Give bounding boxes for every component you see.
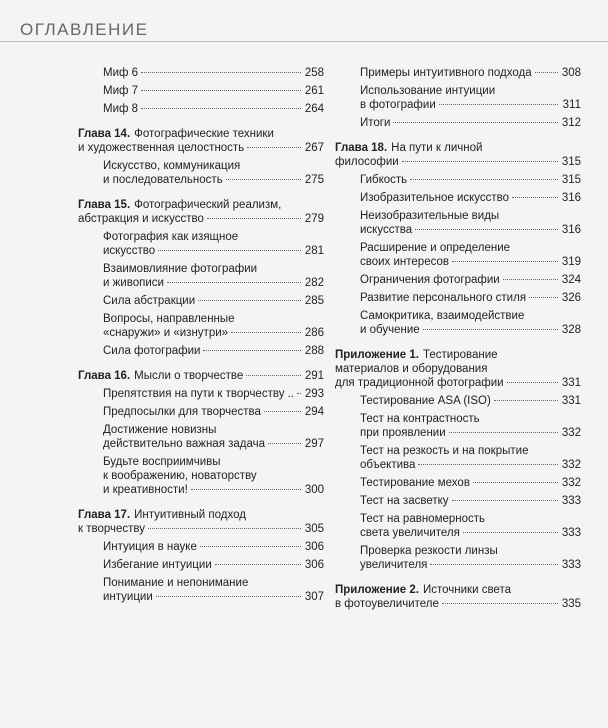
toc-subentry[interactable] bbox=[78, 262, 324, 290]
dot-leader bbox=[141, 108, 301, 109]
toc-entry-text: Взаимовлияние фотографии bbox=[103, 263, 258, 275]
chapter-label: Глава 17. bbox=[78, 509, 131, 521]
toc-entry-text: Вопросы, направленные bbox=[103, 313, 235, 325]
toc-chapter-entry[interactable] bbox=[335, 583, 581, 611]
page-number: 282 bbox=[304, 277, 324, 289]
page-number: 333 bbox=[561, 559, 581, 571]
toc-entry-line bbox=[103, 102, 324, 116]
toc-entry-line bbox=[103, 244, 324, 258]
toc-entry-line bbox=[103, 437, 324, 451]
toc-entry-line bbox=[103, 540, 324, 554]
toc-subentry[interactable] bbox=[78, 84, 324, 98]
toc-entry-line bbox=[360, 223, 581, 237]
toc-entry-text: философии bbox=[335, 156, 399, 168]
toc-subentry[interactable] bbox=[335, 494, 581, 508]
toc-entry-text: Миф 6 bbox=[103, 67, 139, 79]
page-number: 261 bbox=[304, 85, 324, 97]
toc-entry-line bbox=[360, 273, 581, 287]
toc-entry-line bbox=[103, 66, 324, 80]
toc-subentry[interactable] bbox=[335, 476, 581, 490]
toc-entry-text: Изобразительное искусство bbox=[360, 192, 510, 204]
dot-leader bbox=[507, 382, 558, 383]
toc-entry-text: при проявлении bbox=[360, 427, 446, 439]
page-number: 258 bbox=[304, 67, 324, 79]
chapter-label: Глава 18. bbox=[335, 142, 388, 154]
toc-entry-text: На пути к личной bbox=[391, 142, 483, 154]
toc-entry-text: Самокритика, взаимодействие bbox=[360, 310, 525, 322]
toc-entry-line bbox=[103, 455, 324, 469]
page-number: 306 bbox=[304, 559, 324, 571]
toc-subentry[interactable] bbox=[335, 116, 581, 130]
toc-entry-text: Мысли о творчестве bbox=[134, 370, 244, 382]
page-number: 305 bbox=[304, 523, 324, 535]
page-number: 286 bbox=[304, 327, 324, 339]
toc-entry-line bbox=[360, 512, 581, 526]
page-number: 332 bbox=[561, 459, 581, 471]
toc-entry-text: Тест на засветку bbox=[360, 495, 449, 507]
toc-entry-text: искусства bbox=[360, 224, 413, 236]
chapter-label: Глава 15. bbox=[78, 199, 131, 211]
toc-entry-text: Предпосылки для творчества bbox=[103, 406, 261, 418]
toc-chapter-entry[interactable] bbox=[335, 348, 581, 390]
toc-entry-text: объектива bbox=[360, 459, 416, 471]
dot-leader bbox=[167, 282, 301, 283]
toc-subentry[interactable] bbox=[335, 412, 581, 440]
toc-entry-text: в фотографии bbox=[360, 99, 436, 111]
page-number: 332 bbox=[561, 427, 581, 439]
toc-entry-text: действительно важная задача bbox=[103, 438, 266, 450]
toc-entry-line bbox=[103, 344, 324, 358]
page-number: 316 bbox=[561, 192, 581, 204]
page-number: 307 bbox=[304, 591, 324, 603]
toc-entry-text: интуиции bbox=[103, 591, 153, 603]
chapter-label: Приложение 2. bbox=[335, 584, 419, 596]
toc-entry-line bbox=[360, 458, 581, 472]
toc-entry-text: Ограничения фотографии bbox=[360, 274, 500, 286]
toc-entry-line bbox=[360, 66, 581, 80]
toc-entry-text: Проверка резкости линзы bbox=[360, 545, 498, 557]
toc-entry-line bbox=[78, 198, 324, 212]
toc-entry-text: к творчеству bbox=[78, 523, 146, 535]
toc-entry-text: и обучение bbox=[360, 324, 420, 336]
toc-entry-line bbox=[103, 423, 324, 437]
toc-entry-line bbox=[103, 469, 324, 483]
page-number: 291 bbox=[304, 370, 324, 382]
page-number: 308 bbox=[561, 67, 581, 79]
dot-leader bbox=[264, 411, 301, 412]
toc-entry-line bbox=[360, 255, 581, 269]
chapter-label: Глава 16. bbox=[78, 370, 131, 382]
toc-entry-line bbox=[103, 590, 324, 604]
toc-entry-text: для традиционной фотографии bbox=[335, 377, 504, 389]
toc-entry-text: Миф 7 bbox=[103, 85, 139, 97]
toc-entry-text: Фотографические техники bbox=[134, 128, 274, 140]
toc-entry-text: увеличителя bbox=[360, 559, 428, 571]
page-number: 324 bbox=[561, 274, 581, 286]
page-number: 328 bbox=[561, 324, 581, 336]
dot-leader bbox=[158, 250, 301, 251]
page-number: 312 bbox=[561, 117, 581, 129]
toc-chapter-entry[interactable] bbox=[78, 508, 324, 536]
dot-leader bbox=[246, 375, 301, 376]
toc-entry-line bbox=[103, 159, 324, 173]
toc-subentry[interactable] bbox=[335, 84, 581, 112]
toc-entry-text: Тестирование ASA (ISO) bbox=[360, 395, 491, 407]
toc-entry-line bbox=[103, 576, 324, 590]
dot-leader bbox=[473, 482, 558, 483]
page-title: ОГЛАВЛЕНИЕ bbox=[20, 20, 149, 39]
dot-leader bbox=[452, 500, 558, 501]
toc-entry-line bbox=[360, 476, 581, 490]
toc-entry-text: света увеличителя bbox=[360, 527, 460, 539]
dot-leader bbox=[410, 179, 558, 180]
toc-subentry[interactable] bbox=[78, 540, 324, 554]
toc-entry-text: Тест на равномерность bbox=[360, 513, 486, 525]
dot-leader bbox=[200, 546, 301, 547]
toc-subentry[interactable] bbox=[335, 273, 581, 287]
page-number: 333 bbox=[561, 495, 581, 507]
toc-entry-line bbox=[78, 508, 324, 522]
toc-column-left bbox=[78, 66, 324, 604]
toc-entry-text: Искусство, коммуникация bbox=[103, 160, 241, 172]
toc-entry-line bbox=[360, 544, 581, 558]
toc-entry-line bbox=[335, 155, 581, 169]
page-number: 279 bbox=[304, 213, 324, 225]
toc-entry-text: Примеры интуитивного подхода bbox=[360, 67, 532, 79]
page-number: 315 bbox=[561, 174, 581, 186]
page-number: 332 bbox=[561, 477, 581, 489]
toc-entry-line bbox=[103, 483, 324, 497]
toc-entry-line bbox=[103, 262, 324, 276]
toc-subentry[interactable] bbox=[78, 405, 324, 419]
toc-entry-text: в фотоувеличителе bbox=[335, 598, 439, 610]
toc-entry-text: Сила фотографии bbox=[103, 345, 201, 357]
dot-leader bbox=[268, 443, 301, 444]
toc-entry-line bbox=[103, 558, 324, 572]
toc-entry-line bbox=[335, 376, 581, 390]
page-number: 333 bbox=[561, 527, 581, 539]
toc-subentry[interactable] bbox=[335, 394, 581, 408]
dot-leader bbox=[226, 179, 301, 180]
toc-entry-line bbox=[78, 141, 324, 155]
dot-leader bbox=[529, 297, 558, 298]
toc-chapter-entry[interactable] bbox=[78, 369, 324, 383]
toc-entry-line bbox=[335, 597, 581, 611]
toc-subentry[interactable] bbox=[78, 576, 324, 604]
toc-entry-text: «снаружи» и «изнутри» bbox=[103, 327, 229, 339]
page-number: 315 bbox=[561, 156, 581, 168]
toc-entry-text: и художественная целостность bbox=[78, 142, 245, 154]
page-number: 319 bbox=[561, 256, 581, 268]
toc-entry-line bbox=[78, 522, 324, 536]
toc-entry-line bbox=[103, 230, 324, 244]
toc-column-right bbox=[335, 66, 581, 611]
page-number: 335 bbox=[561, 598, 581, 610]
toc-entry-text: Фотография как изящное bbox=[103, 231, 239, 243]
toc-entry-text: Расширение и определение bbox=[360, 242, 511, 254]
page-number: 293 bbox=[304, 388, 324, 400]
toc-subentry[interactable] bbox=[78, 159, 324, 187]
toc-entry-text: Сила абстракции bbox=[103, 295, 196, 307]
page-number: 331 bbox=[561, 377, 581, 389]
toc-entry-line bbox=[103, 326, 324, 340]
dot-leader bbox=[141, 72, 301, 73]
toc-entry-line bbox=[360, 309, 581, 323]
dot-leader bbox=[198, 300, 301, 301]
toc-subentry[interactable] bbox=[335, 209, 581, 237]
toc-chapter-entry[interactable] bbox=[78, 198, 324, 226]
page-number: 267 bbox=[304, 142, 324, 154]
dot-leader bbox=[449, 432, 558, 433]
dot-leader bbox=[156, 596, 301, 597]
toc-subentry[interactable] bbox=[335, 173, 581, 187]
dot-leader bbox=[442, 603, 558, 604]
toc-entry-line bbox=[78, 212, 324, 226]
toc-entry-text: Источники света bbox=[422, 584, 511, 596]
toc-entry-line bbox=[103, 387, 324, 401]
dot-leader bbox=[430, 564, 558, 565]
toc-subentry[interactable] bbox=[78, 102, 324, 116]
dot-leader bbox=[423, 329, 558, 330]
dot-leader bbox=[503, 279, 558, 280]
toc-entry-line bbox=[360, 323, 581, 337]
toc-chapter-entry[interactable] bbox=[78, 127, 324, 155]
dot-leader bbox=[452, 261, 558, 262]
dot-leader bbox=[231, 332, 301, 333]
toc-entry-line bbox=[103, 405, 324, 419]
toc-entry-text: Тест на контрастность bbox=[360, 413, 480, 425]
toc-entry-text: своих интересов bbox=[360, 256, 449, 268]
page-number: 297 bbox=[304, 438, 324, 450]
toc-entry-text: Развитие персонального стиля bbox=[360, 292, 527, 304]
toc-subentry[interactable] bbox=[335, 444, 581, 472]
toc-entry-text: Тестирование bbox=[422, 349, 498, 361]
dot-leader bbox=[393, 122, 558, 123]
dot-leader bbox=[415, 229, 558, 230]
toc-entry-line bbox=[103, 312, 324, 326]
toc-entry-text: Миф 8 bbox=[103, 103, 139, 115]
toc-subentry[interactable] bbox=[335, 191, 581, 205]
toc-subentry[interactable] bbox=[335, 512, 581, 540]
toc-entry-line bbox=[103, 294, 324, 308]
toc-entry-line bbox=[360, 116, 581, 130]
toc-entry-line bbox=[78, 127, 324, 141]
toc-entry-line bbox=[103, 84, 324, 98]
toc-entry-line bbox=[360, 494, 581, 508]
toc-entry-text: Избегание интуиции bbox=[103, 559, 212, 571]
dot-leader bbox=[203, 350, 301, 351]
toc-entry-line bbox=[360, 412, 581, 426]
chapter-label: Приложение 1. bbox=[335, 349, 419, 361]
toc-subentry[interactable] bbox=[78, 455, 324, 497]
toc-subentry[interactable] bbox=[335, 291, 581, 305]
page-number: 288 bbox=[304, 345, 324, 357]
toc-entry-line bbox=[360, 394, 581, 408]
toc-entry-text: Интуитивный подход bbox=[134, 509, 246, 521]
chapter-label: Глава 14. bbox=[78, 128, 131, 140]
toc-subentry[interactable] bbox=[335, 241, 581, 269]
dot-leader bbox=[215, 564, 301, 565]
dot-leader bbox=[297, 393, 301, 394]
toc-entry-text: и креативности! bbox=[103, 484, 188, 496]
toc-entry-line bbox=[103, 276, 324, 290]
page-number: 275 bbox=[304, 174, 324, 186]
toc-entry-text: Препятствия на пути к творчеству .. bbox=[103, 388, 295, 400]
toc-entry-text: искусство bbox=[103, 245, 156, 257]
toc-entry-text: Тестирование мехов bbox=[360, 477, 470, 489]
toc-subentry[interactable] bbox=[78, 387, 324, 401]
toc-entry-line bbox=[103, 173, 324, 187]
toc-entry-text: материалов и оборудования bbox=[335, 363, 488, 375]
toc-entry-text: и живописи bbox=[103, 277, 164, 289]
toc-entry-line bbox=[360, 98, 581, 112]
toc-entry-text: Использование интуиции bbox=[360, 85, 496, 97]
toc-entry-line bbox=[360, 209, 581, 223]
toc-entry-line bbox=[360, 526, 581, 540]
toc-entry-line bbox=[335, 141, 581, 155]
toc-entry-line bbox=[335, 362, 581, 376]
page-number: 264 bbox=[304, 103, 324, 115]
toc-entry-text: Неизобразительные виды bbox=[360, 210, 500, 222]
page-number: 311 bbox=[562, 99, 581, 111]
toc-entry-text: Достижение новизны bbox=[103, 424, 217, 436]
toc-entry-line bbox=[360, 291, 581, 305]
dot-leader bbox=[439, 104, 558, 105]
toc-entry-line bbox=[360, 173, 581, 187]
dot-leader bbox=[494, 400, 558, 401]
toc-entry-text: Интуиция в науке bbox=[103, 541, 197, 553]
page-number: 326 bbox=[561, 292, 581, 304]
page-number: 331 bbox=[561, 395, 581, 407]
dot-leader bbox=[247, 147, 301, 148]
toc-entry-line bbox=[335, 348, 581, 362]
toc-subentry[interactable] bbox=[78, 312, 324, 340]
page-number: 316 bbox=[561, 224, 581, 236]
dot-leader bbox=[463, 532, 558, 533]
dot-leader bbox=[141, 90, 301, 91]
toc-entry-text: Понимание и непонимание bbox=[103, 577, 249, 589]
toc-entry-text: и последовательность bbox=[103, 174, 223, 186]
toc-entry-line bbox=[360, 444, 581, 458]
page-number: 300 bbox=[304, 484, 324, 496]
toc-subentry[interactable] bbox=[78, 66, 324, 80]
toc-entry-text: Фотографический реализм, bbox=[134, 199, 282, 211]
dot-leader bbox=[191, 489, 301, 490]
toc-entry-text: Тест на резкость и на покрытие bbox=[360, 445, 529, 457]
toc-entry-text: Итоги bbox=[360, 117, 391, 129]
page-number: 281 bbox=[304, 245, 324, 257]
dot-leader bbox=[535, 72, 558, 73]
header-rule bbox=[0, 41, 608, 42]
page-number: 285 bbox=[304, 295, 324, 307]
toc-entry-line bbox=[360, 241, 581, 255]
toc-entry-text: к воображению, новаторству bbox=[103, 470, 257, 482]
dot-leader bbox=[148, 528, 301, 529]
toc-subentry[interactable] bbox=[78, 294, 324, 308]
toc-entry-line bbox=[360, 84, 581, 98]
toc-entry-line bbox=[360, 426, 581, 440]
page-number: 306 bbox=[304, 541, 324, 553]
dot-leader bbox=[512, 197, 558, 198]
toc-subentry[interactable] bbox=[335, 544, 581, 572]
toc-subentry[interactable] bbox=[78, 558, 324, 572]
toc-entry-text: абстракция и искусство bbox=[78, 213, 204, 225]
toc-entry-text: Гибкость bbox=[360, 174, 408, 186]
toc-subentry[interactable] bbox=[335, 66, 581, 80]
toc-entry-line bbox=[335, 583, 581, 597]
toc-entry-line bbox=[360, 191, 581, 205]
toc-entry-line bbox=[78, 369, 324, 383]
dot-leader bbox=[418, 464, 558, 465]
dot-leader bbox=[402, 161, 558, 162]
toc-subentry[interactable] bbox=[78, 344, 324, 358]
page-number: 294 bbox=[304, 406, 324, 418]
toc-subentry[interactable] bbox=[335, 309, 581, 337]
toc-entry-line bbox=[360, 558, 581, 572]
toc-chapter-entry[interactable] bbox=[335, 141, 581, 169]
toc-subentry[interactable] bbox=[78, 423, 324, 451]
dot-leader bbox=[207, 218, 301, 219]
toc-entry-text: Будьте восприимчивы bbox=[103, 456, 221, 468]
toc-subentry[interactable] bbox=[78, 230, 324, 258]
